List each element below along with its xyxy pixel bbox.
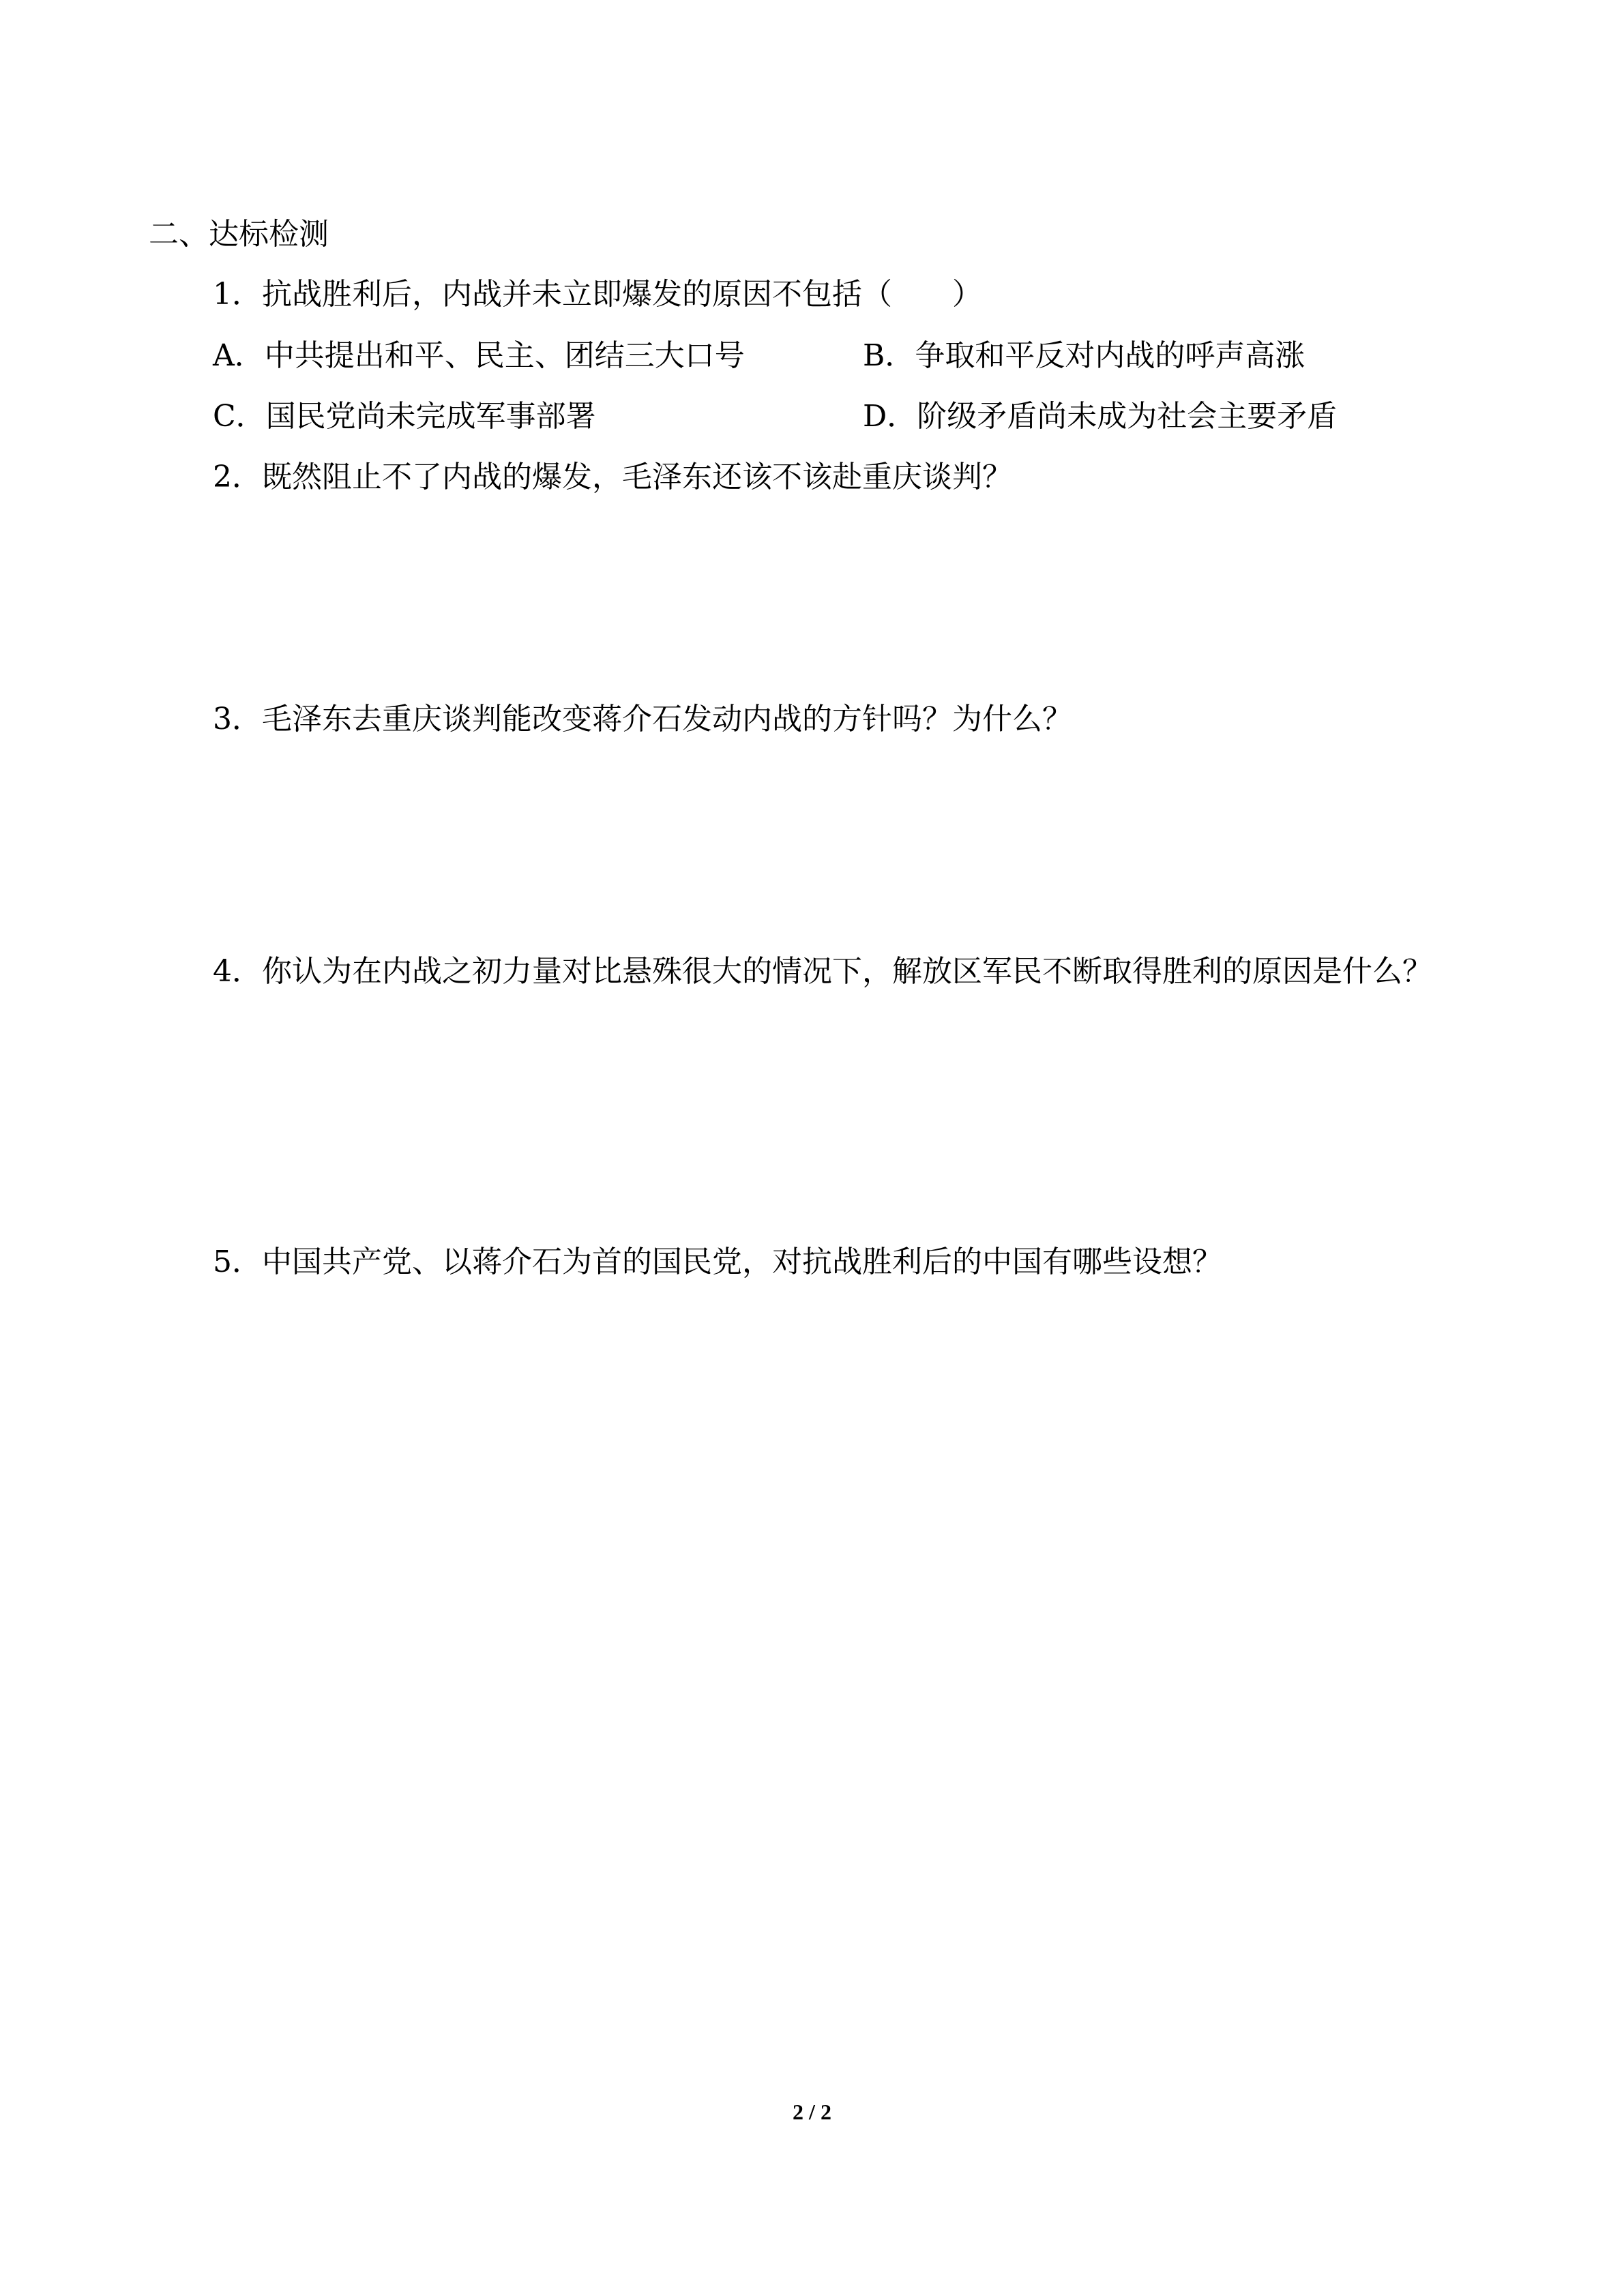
- question-1-option-b: B．争取和平反对内战的呼声高涨: [863, 338, 1305, 373]
- question-5-text: 5．中国共产党、以蒋介石为首的国民党，对抗战胜利后的中国有哪些设想？: [213, 1244, 1222, 1279]
- section-title: 二、达标检测: [149, 217, 329, 252]
- page-number: 2 / 2: [793, 2100, 831, 2124]
- question-3-text: 3．毛泽东去重庆谈判能改变蒋介石发动内战的方针吗？为什么？: [213, 702, 1072, 736]
- question-1-text: 1．抗战胜利后，内战并未立即爆发的原因不包括（ ）: [213, 277, 982, 312]
- question-1-option-a: A．中共提出和平、民主、团结三大口号: [213, 338, 745, 373]
- question-1-option-d: D．阶级矛盾尚未成为社会主要矛盾: [863, 399, 1338, 434]
- question-1-option-c: C．国民党尚未完成军事部署: [213, 399, 596, 434]
- question-2-text: 2．既然阻止不了内战的爆发，毛泽东还该不该赴重庆谈判？: [213, 460, 1012, 494]
- question-4-text: 4．你认为在内战之初力量对比悬殊很大的情况下，解放区军民不断取得胜利的原因是什么？: [213, 954, 1432, 989]
